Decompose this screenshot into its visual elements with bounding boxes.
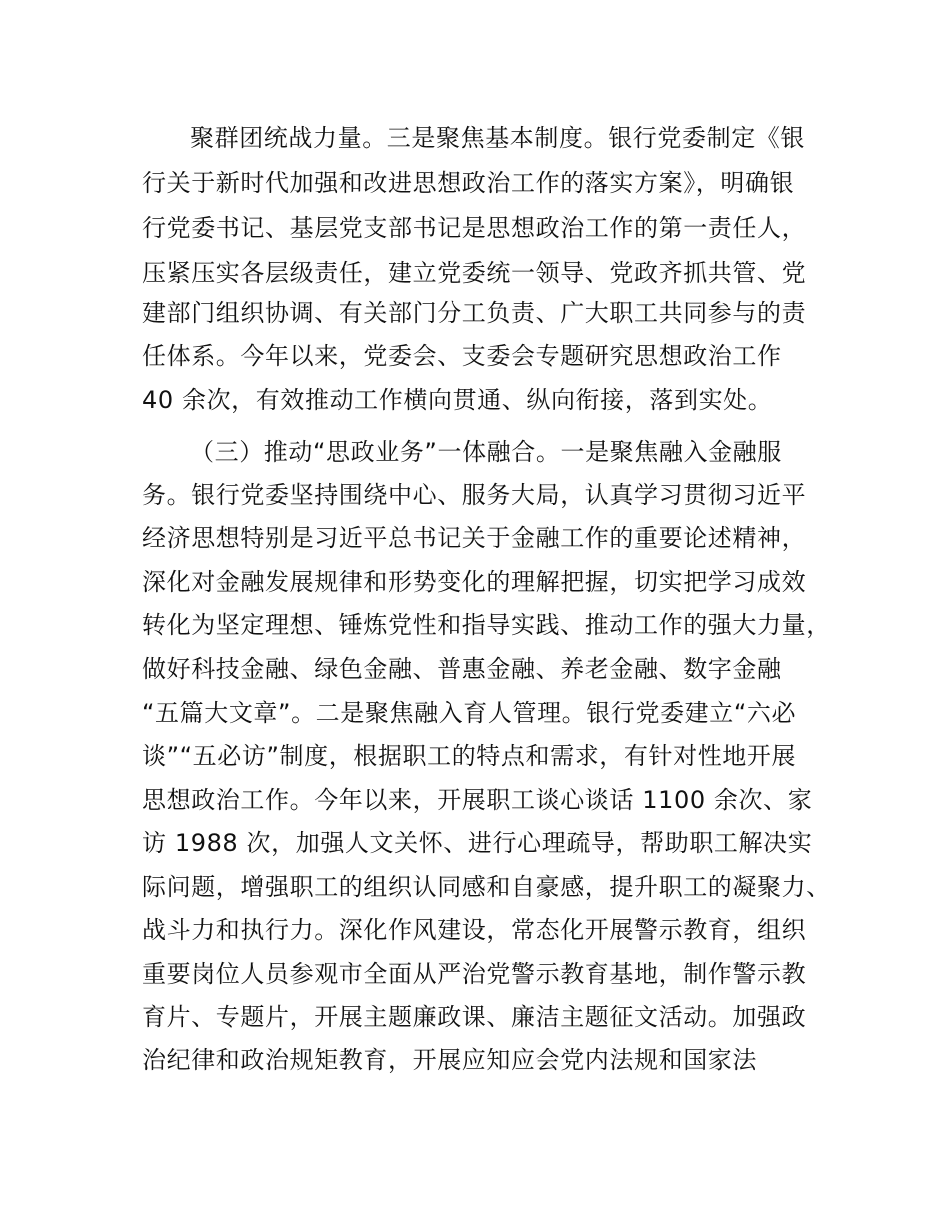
text-line: 40 余次，有效推动工作横向贯通、纵向衔接，落到实处。 <box>142 386 773 414</box>
text-line: 转化为坚定理想、锤炼党性和指导实践、推动工作的强大力量， <box>142 611 831 639</box>
text-line: 重要岗位人员参观市全面从严治党警示教育基地，制作警示教 <box>142 960 807 988</box>
text-line: 访 1988 次，加强人文关怀、进行心理疏导，帮助职工解决实 <box>142 829 813 857</box>
text-line: 行关于新时代加强和改进思想政治工作的落实方案》，明确银 <box>142 169 795 197</box>
section-heading-line: （三）推动“思政业务”一体融合。一是聚焦融入金融服 <box>190 438 782 466</box>
text-line: 谈”“五必访”制度，根据职工的特点和需求，有针对性地开展 <box>142 742 797 770</box>
text-line: “五篇大文章”。二是聚焦融入育人管理。银行党委建立“六必 <box>142 699 797 727</box>
text-line: 务。银行党委坚持围绕中心、服务大局，认真学习贯彻习近平 <box>142 481 807 509</box>
text-line: 战斗力和执行力。深化作风建设，常态化开展警示教育，组织 <box>142 916 807 944</box>
text-line: 际问题，增强职工的组织认同感和自豪感，提升职工的凝聚力、 <box>142 873 831 901</box>
text-line: 压紧压实各层级责任，建立党委统一领导、党政齐抓共管、党 <box>142 259 807 287</box>
text-line: 思想政治工作。今年以来，开展职工谈心谈话 1100 余次、家 <box>142 786 813 814</box>
text-line: 任体系。今年以来，党委会、支委会专题研究思想政治工作 <box>142 342 782 370</box>
text-line: 做好科技金融、绿色金融、普惠金融、养老金融、数字金融 <box>142 655 782 683</box>
text-line: 聚群团统战力量。三是聚焦基本制度。银行党委制定《银 <box>190 124 805 152</box>
text-line: 行党委书记、基层党支部书记是思想政治工作的第一责任人， <box>142 214 807 242</box>
text-line: 育片、专题片，开展主题廉政课、廉洁主题征文活动。加强政 <box>142 1003 807 1031</box>
text-line: 深化对金融发展规律和形势变化的理解把握，切实把学习成效 <box>142 568 807 596</box>
text-line: 治纪律和政治规矩教育，开展应知应会党内法规和国家法 <box>142 1046 757 1074</box>
text-line: 建部门组织协调、有关部门分工负责、广大职工共同参与的责 <box>142 299 807 327</box>
text-line: 经济思想特别是习近平总书记关于金融工作的重要论述精神， <box>142 524 807 552</box>
